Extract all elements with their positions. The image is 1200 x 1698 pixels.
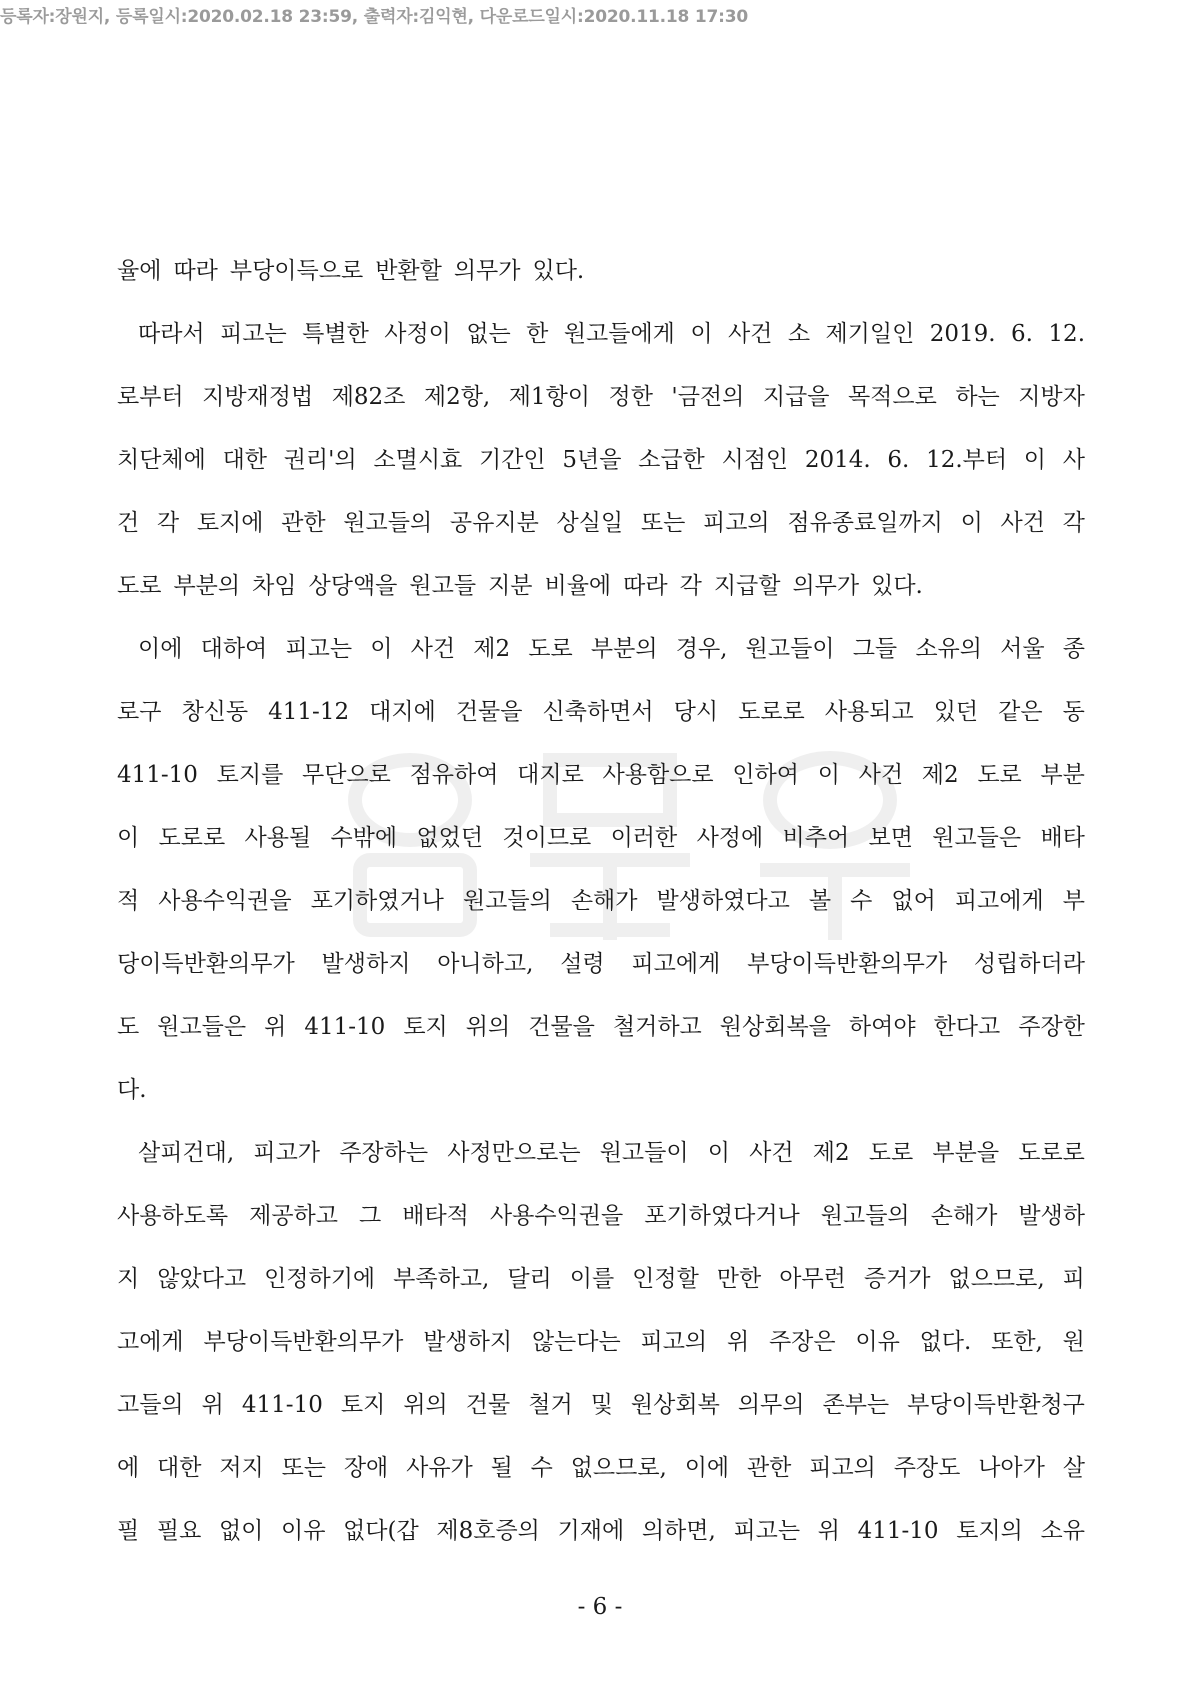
text-word: 차임 bbox=[252, 573, 297, 599]
text-word: 장애 bbox=[343, 1455, 389, 1481]
text-word: 않는다는 bbox=[531, 1329, 621, 1355]
text-word: 피고가 bbox=[253, 1140, 321, 1166]
text-word: 한 bbox=[526, 321, 549, 347]
text-word: 한다고 bbox=[933, 1014, 1001, 1040]
text-word: 지급할 bbox=[713, 573, 781, 599]
text-word: 경우, bbox=[675, 636, 728, 662]
text-word: 도로로 bbox=[738, 699, 805, 725]
text-word: 수밖에 bbox=[330, 825, 398, 851]
text-word: 사유가 bbox=[406, 1455, 473, 1481]
text-word: 피고는 bbox=[220, 321, 287, 347]
text-word: 손해가 bbox=[930, 1203, 998, 1229]
text-word: 대한 bbox=[222, 447, 268, 473]
text-word: 의무의 bbox=[737, 1392, 805, 1418]
text-word: 수 bbox=[530, 1455, 553, 1481]
text-word: 시점인 bbox=[721, 447, 789, 473]
text-word: 지방자 bbox=[1018, 384, 1085, 410]
document-body bbox=[117, 240, 1085, 1563]
text-word: 배타적 bbox=[402, 1203, 469, 1229]
text-line bbox=[117, 996, 1085, 1059]
text-word: 피고의 bbox=[640, 1329, 708, 1355]
text-word: '금전의 bbox=[671, 384, 745, 410]
text-word: 제8호증의 bbox=[436, 1518, 540, 1544]
text-word: 이에 bbox=[138, 636, 183, 662]
text-word: 상당액을 bbox=[308, 573, 398, 599]
text-word: 원상회복을 bbox=[719, 1014, 831, 1040]
text-word: 그들 bbox=[852, 636, 898, 662]
text-word: 피고에게 bbox=[954, 888, 1044, 914]
text-word: 사용수익권을 bbox=[489, 1203, 624, 1229]
text-word: 점유하여 bbox=[409, 762, 499, 788]
text-word: 사건 bbox=[749, 1140, 794, 1166]
text-word: 고에게 bbox=[117, 1329, 184, 1355]
text-word: 도로 bbox=[868, 1140, 914, 1166]
text-word: 원고들은 bbox=[157, 1014, 247, 1040]
text-word: 위 bbox=[726, 1329, 750, 1355]
text-word: 살 bbox=[1062, 1455, 1085, 1481]
text-word: 만한 bbox=[716, 1266, 762, 1292]
text-word: 포기하였다거나 bbox=[644, 1203, 800, 1229]
text-word: 무단으로 bbox=[302, 762, 391, 788]
text-line bbox=[117, 1059, 1085, 1122]
page-number: - 6 - bbox=[577, 1594, 623, 1620]
text-word: 서울 bbox=[1000, 636, 1045, 662]
text-word: 토지 bbox=[403, 1014, 448, 1040]
text-word: 지 bbox=[117, 1266, 140, 1292]
text-word: 이 bbox=[707, 1140, 730, 1166]
text-word: 관한 bbox=[281, 510, 326, 536]
text-word: 부당이득반환의무가 bbox=[747, 951, 948, 977]
text-word: 지급을 bbox=[762, 384, 830, 410]
text-word: 위 bbox=[817, 1518, 840, 1544]
text-word: 사건 bbox=[1000, 510, 1045, 536]
text-word: 피고에게 bbox=[631, 951, 721, 977]
text-word: 소멸시효 bbox=[373, 447, 463, 473]
text-word: 토지 bbox=[340, 1392, 386, 1418]
text-word: 달리 bbox=[507, 1266, 552, 1292]
text-word: 관한 bbox=[746, 1455, 792, 1481]
text-word: 발생하 bbox=[1018, 1203, 1085, 1229]
text-word: 아무런 bbox=[779, 1266, 846, 1292]
text-word: 도로 bbox=[117, 573, 162, 599]
text-word: 주장하는 bbox=[339, 1140, 429, 1166]
text-word: 제2 bbox=[921, 762, 959, 788]
text-line bbox=[117, 1248, 1085, 1311]
text-word: 수 bbox=[850, 888, 873, 914]
text-word: 인정할 bbox=[632, 1266, 699, 1292]
text-word: 부당이득으로 bbox=[229, 258, 364, 284]
text-word: 도 bbox=[117, 1014, 140, 1040]
text-word: 또는 bbox=[640, 510, 686, 536]
text-word: 12. bbox=[1048, 321, 1085, 347]
text-word: 점유종료일까지 bbox=[787, 510, 943, 536]
text-line bbox=[117, 555, 1085, 618]
text-line bbox=[117, 1374, 1085, 1437]
text-word: 이 bbox=[960, 510, 983, 536]
text-word: 이유 bbox=[855, 1329, 900, 1355]
text-line bbox=[117, 492, 1085, 555]
text-word: 인하여 bbox=[732, 762, 799, 788]
text-word: 및 bbox=[590, 1392, 613, 1418]
text-word: 배타 bbox=[1040, 825, 1085, 851]
text-word: 사 bbox=[1062, 447, 1085, 473]
text-word: 사정만으로는 bbox=[447, 1140, 581, 1166]
text-word: 원고들 bbox=[409, 573, 477, 599]
text-word: 설령 bbox=[560, 951, 605, 977]
text-word: 주장은 bbox=[768, 1329, 836, 1355]
text-line bbox=[117, 429, 1085, 492]
text-word: 고들의 bbox=[117, 1392, 184, 1418]
text-word: 원상회복 bbox=[630, 1392, 720, 1418]
text-word: 있다. bbox=[532, 258, 585, 284]
text-word: 부분 bbox=[1040, 762, 1085, 788]
text-word: 5년을 bbox=[562, 447, 622, 473]
text-word: 의하면, bbox=[641, 1518, 716, 1544]
text-word: 위의 bbox=[403, 1392, 448, 1418]
text-line bbox=[117, 1122, 1085, 1185]
text-word: 이 bbox=[370, 636, 393, 662]
text-word: 필요 bbox=[156, 1518, 202, 1544]
text-word: 부족하고, bbox=[393, 1266, 490, 1292]
text-word: 피고는 bbox=[285, 636, 353, 662]
text-word: 부분의 bbox=[173, 573, 241, 599]
text-word: 않았다고 bbox=[157, 1266, 247, 1292]
text-word: 창신동 bbox=[181, 699, 249, 725]
text-word: 위 bbox=[201, 1392, 224, 1418]
text-word: 기재에 bbox=[557, 1518, 625, 1544]
document-header-meta: 등록자:장원지, 등록일시:2020.02.18 23:59, 출력자:김익현, 다운로드일시:2020.11.18 17:30 bbox=[0, 7, 748, 27]
text-word: 이러한 bbox=[610, 825, 678, 851]
text-word: 원고들의 bbox=[343, 510, 433, 536]
text-word: 사용하도록 bbox=[117, 1203, 229, 1229]
text-word: 원고들에게 bbox=[563, 321, 675, 347]
text-word: 같은 bbox=[998, 699, 1043, 725]
text-word: 권리'의 bbox=[283, 447, 357, 473]
text-word: 발생하였다고 bbox=[656, 888, 790, 914]
text-line bbox=[117, 807, 1085, 870]
text-word: 저지 bbox=[219, 1455, 264, 1481]
text-word: 사건 bbox=[727, 321, 773, 347]
text-word: 피고의 bbox=[703, 510, 770, 536]
text-word: 411-12 bbox=[268, 699, 350, 725]
text-word: 동 bbox=[1062, 699, 1085, 725]
text-word: 원고들은 bbox=[932, 825, 1022, 851]
text-word: 각 bbox=[156, 510, 180, 536]
text-word: 종 bbox=[1062, 636, 1085, 662]
text-word: 없었던 bbox=[416, 825, 484, 851]
text-word: 지분 bbox=[488, 573, 533, 599]
text-word: 없어 bbox=[891, 888, 936, 914]
text-word: 철거하고 bbox=[612, 1014, 702, 1040]
text-line bbox=[117, 618, 1085, 681]
text-line bbox=[117, 1185, 1085, 1248]
text-word: 위의 bbox=[465, 1014, 511, 1040]
text-word: 부당이득반환의무가 bbox=[203, 1329, 404, 1355]
text-word: 피고의 bbox=[809, 1455, 876, 1481]
text-word: 12.부터 bbox=[926, 447, 1008, 473]
text-word: 토지를 bbox=[216, 762, 284, 788]
text-word: 토지의 bbox=[956, 1518, 1023, 1544]
text-word: 제1항이 bbox=[508, 384, 591, 410]
text-word: 이유 bbox=[281, 1518, 326, 1544]
text-word: 나아가 bbox=[978, 1455, 1045, 1481]
text-word: 지방재정법 bbox=[202, 384, 314, 410]
text-word: 사용될 bbox=[244, 825, 312, 851]
text-word: 부 bbox=[1062, 888, 1085, 914]
text-word: 원 bbox=[1062, 1329, 1085, 1355]
text-word: 원고들의 bbox=[820, 1203, 910, 1229]
text-word: 따라서 bbox=[138, 321, 205, 347]
text-line bbox=[117, 1311, 1085, 1374]
text-word: 411-10 bbox=[857, 1518, 939, 1544]
text-word: 하여야 bbox=[848, 1014, 916, 1040]
text-word: 로구 bbox=[117, 699, 162, 725]
text-word: 아니하고, bbox=[437, 951, 534, 977]
text-word: 따라 bbox=[623, 573, 668, 599]
text-word: 대한 bbox=[157, 1455, 202, 1481]
text-word: 6. bbox=[1011, 321, 1033, 347]
text-word: 정한 bbox=[608, 384, 653, 410]
text-word: 대지에 bbox=[369, 699, 436, 725]
text-word: 있다. bbox=[871, 573, 923, 599]
text-word: 손해가 bbox=[570, 888, 638, 914]
text-word: 411-10 bbox=[304, 1014, 386, 1040]
text-word: 소유 bbox=[1040, 1518, 1085, 1544]
text-word: 부분의 bbox=[590, 636, 658, 662]
text-word: 의무가 bbox=[792, 573, 860, 599]
text-line bbox=[117, 933, 1085, 996]
text-word: 에 bbox=[117, 1455, 140, 1481]
text-word: 건물을 bbox=[528, 1014, 595, 1040]
text-line bbox=[117, 1437, 1085, 1500]
text-word: 기간인 bbox=[478, 447, 546, 473]
text-line bbox=[117, 870, 1085, 933]
text-word: 주장도 bbox=[893, 1455, 961, 1481]
text-word: 발생하지 bbox=[423, 1329, 513, 1355]
text-word: 철거 bbox=[528, 1392, 573, 1418]
text-word: 411-10 bbox=[241, 1392, 323, 1418]
text-word: 없다(갑 bbox=[343, 1518, 419, 1544]
text-word: 없는 bbox=[466, 321, 511, 347]
text-word: 하는 bbox=[955, 384, 1000, 410]
text-word: 사용수익권을 bbox=[158, 888, 292, 914]
text-word: 율에 bbox=[117, 258, 162, 284]
text-word: 제2 bbox=[473, 636, 511, 662]
text-word: 제2 bbox=[812, 1140, 850, 1166]
text-word: 증거가 bbox=[863, 1266, 931, 1292]
text-word: 소유의 bbox=[915, 636, 982, 662]
text-word: 당이득반환의무가 bbox=[117, 951, 295, 977]
text-word: 2019. bbox=[929, 321, 996, 347]
text-word: 의무가 bbox=[453, 258, 521, 284]
text-word: 없이 bbox=[218, 1518, 264, 1544]
text-line bbox=[117, 240, 1085, 303]
text-word: 그 bbox=[359, 1203, 382, 1229]
text-word: 각 bbox=[1062, 510, 1085, 536]
text-word: 치단체에 bbox=[117, 447, 206, 473]
text-word: 인정하기에 bbox=[264, 1266, 376, 1292]
text-word: 볼 bbox=[808, 888, 832, 914]
text-word: 있던 bbox=[933, 699, 979, 725]
text-word: 이 bbox=[117, 825, 140, 851]
text-word: 목적으로 bbox=[847, 384, 937, 410]
text-word: 도로로 bbox=[158, 825, 226, 851]
text-word: 신축하면서 bbox=[542, 699, 654, 725]
text-word: 사건 bbox=[410, 636, 456, 662]
text-word: 대하여 bbox=[200, 636, 268, 662]
text-word: 411-10 bbox=[117, 762, 198, 788]
text-word: 소 bbox=[787, 321, 811, 347]
text-word: 사정이 bbox=[384, 321, 451, 347]
text-word: 없으므로, bbox=[570, 1455, 667, 1481]
text-word: 보면 bbox=[868, 825, 913, 851]
text-word: 사용함으로 bbox=[602, 762, 714, 788]
text-word: 비율에 bbox=[544, 573, 612, 599]
text-word: 건물 bbox=[465, 1392, 511, 1418]
text-word: 상실일 bbox=[556, 510, 624, 536]
text-word: 원고들의 bbox=[462, 888, 552, 914]
text-word: 도로 bbox=[977, 762, 1022, 788]
text-word: 이를 bbox=[569, 1266, 615, 1292]
text-word: 살피건대, bbox=[138, 1140, 235, 1166]
text-word: 따라 bbox=[173, 258, 218, 284]
text-word: 또는 bbox=[281, 1455, 327, 1481]
text-line bbox=[117, 681, 1085, 744]
text-word: 적 bbox=[117, 888, 140, 914]
text-word: 건 bbox=[117, 510, 140, 536]
text-word: 제82조 bbox=[331, 384, 406, 410]
text-word: 특별한 bbox=[302, 321, 369, 347]
text-word: 6. bbox=[887, 447, 910, 473]
text-word: 공유지분 bbox=[449, 510, 539, 536]
text-word: 발생하지 bbox=[321, 951, 411, 977]
text-word: 로부터 bbox=[117, 384, 184, 410]
text-word: 토지에 bbox=[196, 510, 264, 536]
text-word: 사정에 bbox=[696, 825, 764, 851]
text-word: 이 bbox=[817, 762, 840, 788]
text-word: 소급한 bbox=[638, 447, 705, 473]
text-word: 이에 bbox=[684, 1455, 730, 1481]
text-word: 사건 bbox=[858, 762, 904, 788]
text-word: 주장한 bbox=[1018, 1014, 1085, 1040]
text-word: 피고는 bbox=[733, 1518, 801, 1544]
text-word: 포기하였거나 bbox=[310, 888, 444, 914]
text-word: 비추어 bbox=[782, 825, 850, 851]
text-word: 제공하고 bbox=[249, 1203, 338, 1229]
text-word: 2014. bbox=[804, 447, 871, 473]
text-word: 위 bbox=[264, 1014, 287, 1040]
text-word: 원고들이 bbox=[599, 1140, 689, 1166]
text-word: 도로 bbox=[528, 636, 573, 662]
text-line bbox=[117, 303, 1085, 366]
text-word: 없다. bbox=[919, 1329, 972, 1355]
text-word: 도로로 bbox=[1018, 1140, 1085, 1166]
text-word: 없으므로, bbox=[948, 1266, 1045, 1292]
text-word: 피 bbox=[1062, 1266, 1085, 1292]
text-word: 될 bbox=[490, 1455, 513, 1481]
text-word: 사용되고 bbox=[824, 699, 914, 725]
text-line bbox=[117, 1500, 1085, 1563]
text-word: 존부는 bbox=[822, 1392, 890, 1418]
text-word: 반환할 bbox=[375, 258, 442, 284]
text-word: 또한, bbox=[991, 1329, 1043, 1355]
text-word: 원고들이 bbox=[745, 636, 835, 662]
text-line bbox=[117, 366, 1085, 429]
text-word: 부당이득반환청구 bbox=[907, 1392, 1085, 1418]
text-word: 각 bbox=[679, 573, 702, 599]
text-word: 성립하더라 bbox=[973, 951, 1085, 977]
text-word: 당시 bbox=[673, 699, 719, 725]
text-word: 건물을 bbox=[455, 699, 523, 725]
text-word: 필 bbox=[117, 1518, 140, 1544]
text-word: 것이므로 bbox=[502, 825, 592, 851]
text-word: 부분을 bbox=[932, 1140, 1000, 1166]
text-line bbox=[117, 744, 1085, 807]
text-word: 제기일인 bbox=[825, 321, 915, 347]
text-word: 제2항, bbox=[423, 384, 491, 410]
text-word: 대지로 bbox=[517, 762, 584, 788]
text-word: 이 bbox=[1023, 447, 1046, 473]
text-word: 이 bbox=[690, 321, 713, 347]
text-word: 다. bbox=[117, 1077, 147, 1103]
